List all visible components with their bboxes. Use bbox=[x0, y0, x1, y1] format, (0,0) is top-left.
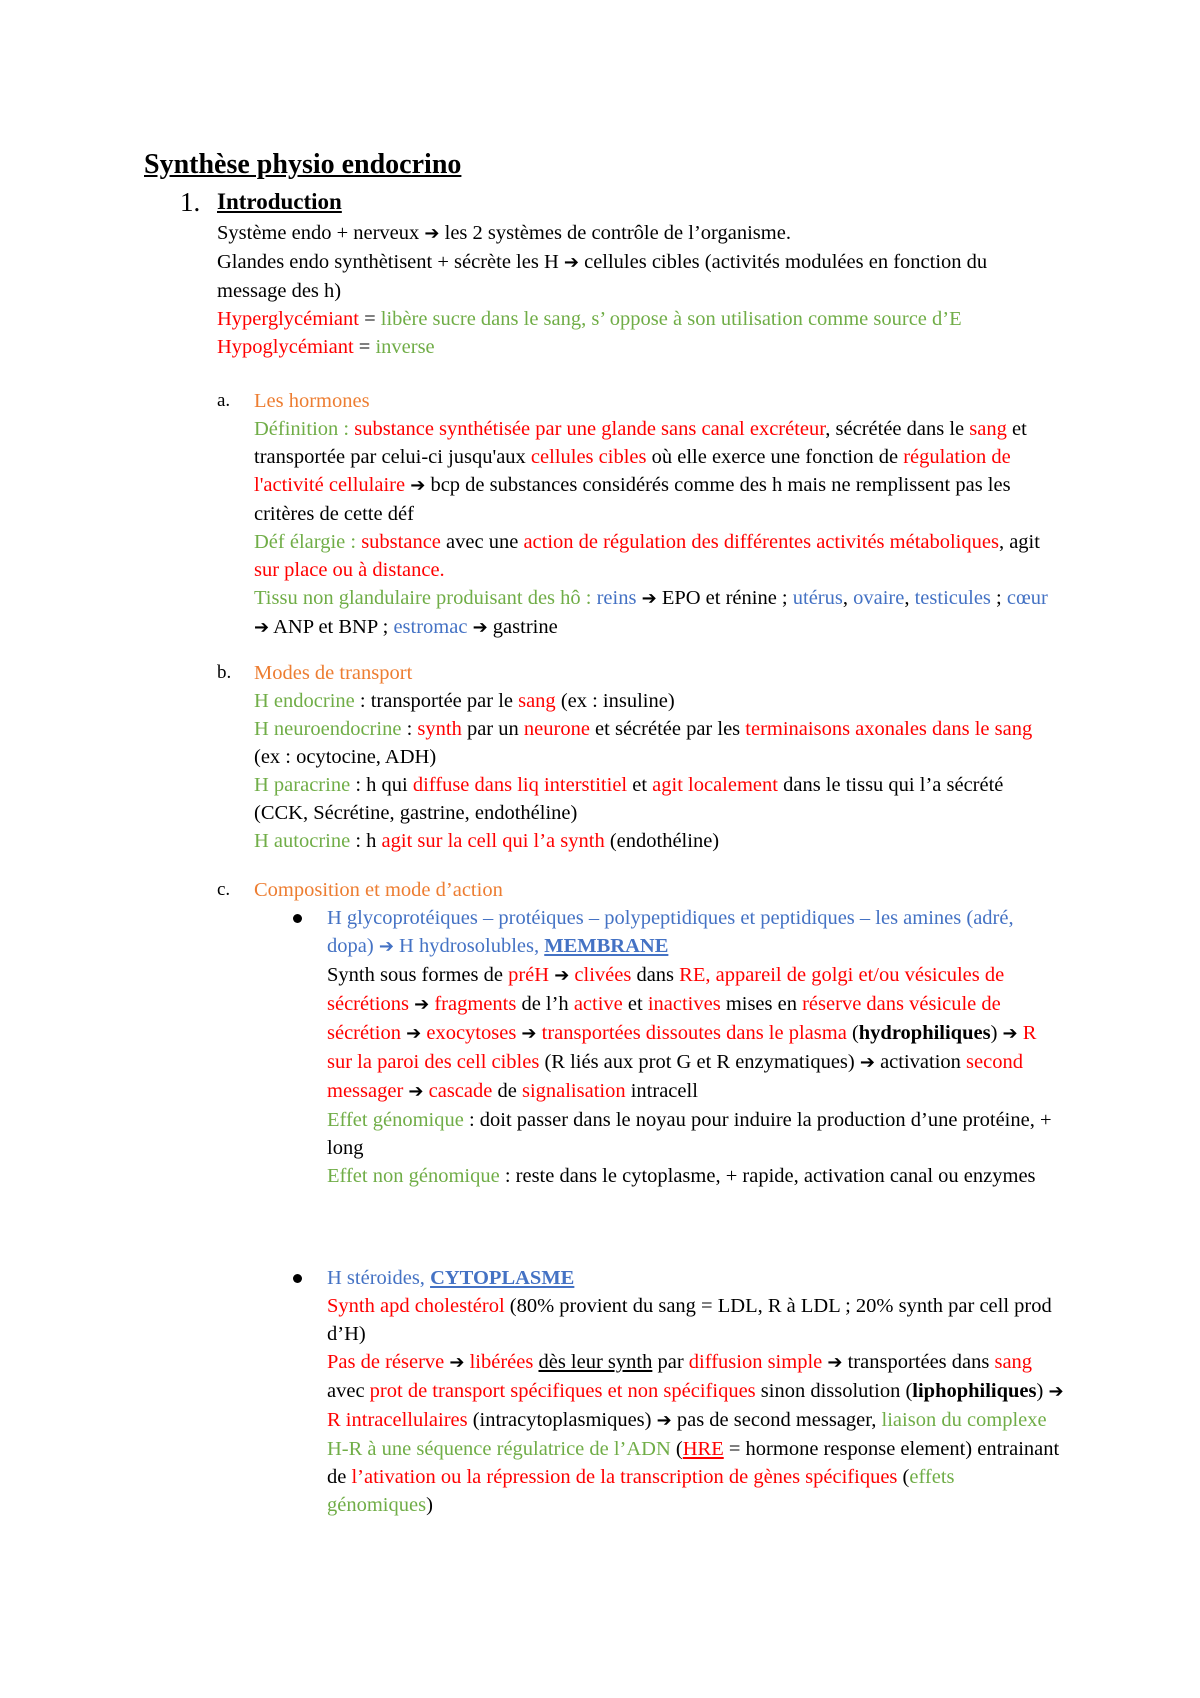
text-run: par un bbox=[461, 718, 524, 740]
text-run: H neuroendocrine bbox=[254, 718, 402, 740]
text-run: dans le tissu qui l’a sécrété (CCK, Sécrétine, gastrine, endothéline) bbox=[254, 774, 1004, 824]
text-run: gastrine bbox=[487, 616, 558, 638]
text-run: CYTOPLASME bbox=[430, 1267, 575, 1289]
text-paragraph bbox=[254, 715, 1057, 771]
arrow-icon: ➔ bbox=[1002, 1023, 1018, 1044]
text-paragraph bbox=[327, 1264, 1064, 1292]
arrow-icon: ➔ bbox=[827, 1352, 843, 1373]
arrow-icon: ➔ bbox=[378, 936, 394, 957]
text-paragraph bbox=[327, 1106, 1064, 1162]
text-run: cascade bbox=[428, 1080, 493, 1102]
text-run: cellules cibles (activités modulées en fonction du message des h) bbox=[217, 251, 988, 302]
arrow-icon: ➔ bbox=[254, 617, 270, 638]
text-run: et bbox=[622, 993, 648, 1015]
arrow-icon: ➔ bbox=[859, 1052, 875, 1073]
text-run: synth bbox=[417, 718, 462, 740]
text-run: RE, appareil de golgi et/ou vésicules de sécrétions bbox=[327, 964, 1005, 1015]
text-run: reins bbox=[596, 587, 637, 609]
text-run: transportées dans bbox=[842, 1351, 995, 1373]
text-run: ( bbox=[670, 1438, 683, 1460]
text-run: terminaisons axonales dans le sang bbox=[745, 718, 1033, 740]
text-paragraph bbox=[217, 305, 1057, 333]
arrow-icon: ➔ bbox=[414, 994, 430, 1015]
subsection-title: Les hormones bbox=[254, 390, 370, 412]
text-run: Système endo + nerveux bbox=[217, 222, 425, 244]
arrow-icon: ➔ bbox=[424, 223, 440, 244]
text-run: : bbox=[401, 718, 418, 740]
section-number: 1. bbox=[180, 187, 201, 217]
hormones-block bbox=[254, 415, 1057, 642]
text-run: Tissu non glandulaire produisant des hô : bbox=[254, 587, 597, 609]
text-run: dès leur synth bbox=[538, 1351, 653, 1373]
arrow-icon: ➔ bbox=[521, 1023, 537, 1044]
text-run: régulation de l'activité cellulaire bbox=[254, 446, 1011, 496]
text-run: H endocrine bbox=[254, 690, 355, 712]
text-run: hydrophiliques bbox=[858, 1022, 991, 1044]
text-run: sang bbox=[969, 418, 1007, 440]
text-run: neurone bbox=[523, 718, 590, 740]
text-run: ( bbox=[846, 1022, 859, 1044]
arrow-icon: ➔ bbox=[410, 475, 426, 496]
text-run: R sur la paroi des cell cibles bbox=[327, 1022, 1037, 1073]
arrow-icon: ➔ bbox=[408, 1081, 424, 1102]
text-run: sur place ou à distance. bbox=[254, 559, 445, 581]
text-run: , agit bbox=[998, 531, 1040, 553]
text-run: , bbox=[842, 587, 854, 609]
text-run: Effet génomique bbox=[327, 1109, 464, 1131]
text-run: liaison du complexe H-R à une séquence régulatrice de l’ADN bbox=[327, 1409, 1047, 1460]
arrow-icon: ➔ bbox=[656, 1410, 672, 1431]
text-run: , sécrétée dans le bbox=[825, 418, 970, 440]
text-run: et sécrétée par les bbox=[589, 718, 746, 740]
text-run: H hydrosolubles, bbox=[393, 935, 545, 957]
text-run: transportées dissoutes dans le plasma bbox=[541, 1022, 847, 1044]
text-run: réserve dans vésicule de sécrétion bbox=[327, 993, 1001, 1044]
arrow-icon: ➔ bbox=[554, 965, 570, 986]
text-run: (R liés aux prot G et R enzymatiques) bbox=[539, 1051, 860, 1073]
bullet-point bbox=[293, 914, 302, 923]
text-run: et transportée par celui-ci jusqu'aux bbox=[254, 418, 1027, 468]
text-run: ) bbox=[426, 1494, 433, 1516]
arrow-icon: ➔ bbox=[406, 1023, 422, 1044]
text-run: sang bbox=[994, 1351, 1033, 1373]
text-paragraph bbox=[327, 904, 1064, 961]
text-run: substance bbox=[361, 531, 441, 553]
intro-block bbox=[217, 219, 1057, 361]
text-run: diffusion simple bbox=[688, 1351, 823, 1373]
document-title: Synthèse physio endocrino bbox=[144, 149, 462, 180]
text-run: : h qui bbox=[350, 774, 413, 796]
subsection-letter: a. bbox=[217, 390, 231, 411]
text-run: = bbox=[358, 308, 381, 330]
text-run: Synth sous formes de bbox=[327, 964, 509, 986]
text-paragraph bbox=[254, 687, 1057, 715]
text-run: = bbox=[353, 336, 376, 358]
text-run: pas de second messager, bbox=[671, 1409, 882, 1431]
text-run: : transportée par le bbox=[354, 690, 519, 712]
text-paragraph bbox=[254, 771, 1057, 827]
arrow-icon: ➔ bbox=[472, 617, 488, 638]
text-run: ; bbox=[990, 587, 1007, 609]
text-run: exocytoses bbox=[426, 1022, 517, 1044]
text-run: , bbox=[904, 587, 915, 609]
text-paragraph bbox=[254, 415, 1057, 528]
text-run: avec une bbox=[440, 531, 524, 553]
text-run: et bbox=[627, 774, 653, 796]
text-run: ( bbox=[897, 1466, 910, 1488]
text-run: H autocrine bbox=[254, 830, 351, 852]
text-run: cellules cibles bbox=[530, 446, 647, 468]
text-run: Pas de réserve bbox=[327, 1351, 445, 1373]
text-run: testicules bbox=[914, 587, 991, 609]
text-run: H stéroides, bbox=[327, 1267, 431, 1289]
text-run: dans bbox=[631, 964, 680, 986]
text-run: second messager bbox=[327, 1051, 1023, 1102]
text-run: l’ativation ou la répression de la transcription de gènes spécifiques bbox=[351, 1466, 898, 1488]
text-paragraph bbox=[217, 248, 1057, 305]
text-run: cœur bbox=[1006, 587, 1048, 609]
bullet-point bbox=[293, 1274, 302, 1283]
arrow-icon: ➔ bbox=[449, 1352, 465, 1373]
text-run: R intracellulaires bbox=[327, 1409, 468, 1431]
text-run: H glycoprotéiques – protéiques – polypeptidiques et peptidiques – les amines (adré, dopa) bbox=[327, 907, 1014, 957]
text-run: liphophiliques bbox=[912, 1380, 1037, 1402]
text-run: sang bbox=[518, 690, 556, 712]
text-run: par bbox=[652, 1351, 689, 1373]
text-run: signalisation bbox=[521, 1080, 626, 1102]
text-paragraph bbox=[217, 219, 1057, 248]
text-run: (ex : insuline) bbox=[555, 690, 675, 712]
text-run: libérées bbox=[469, 1351, 534, 1373]
text-run: (ex : ocytocine, ADH) bbox=[254, 746, 437, 768]
text-run: action de régulation des différentes activités métaboliques bbox=[523, 531, 999, 553]
text-run: les 2 systèmes de contrôle de l’organisme. bbox=[439, 222, 791, 244]
text-run: ANP et BNP ; bbox=[269, 616, 394, 638]
text-paragraph bbox=[217, 333, 1057, 361]
text-run: bcp de substances considérés comme des h mais ne remplissent pas les critères de cette déf bbox=[254, 474, 1011, 525]
text-run: agit sur la cell qui l’a synth bbox=[381, 830, 605, 852]
text-paragraph bbox=[327, 1162, 1064, 1190]
text-run: Définition : bbox=[254, 418, 355, 440]
subsection-letter: c. bbox=[217, 879, 231, 900]
text-run: : h bbox=[350, 830, 382, 852]
text-run: : reste dans le cytoplasme, + rapide, activation canal ou enzymes bbox=[499, 1165, 1036, 1187]
arrow-icon: ➔ bbox=[641, 588, 657, 609]
text-run: ovaire bbox=[853, 587, 905, 609]
text-run: prot de transport spécifiques et non spécifiques bbox=[369, 1380, 756, 1402]
text-run: Effet non génomique bbox=[327, 1165, 500, 1187]
subsection-title: Composition et mode d’action bbox=[254, 879, 503, 901]
text-run: (intracytoplasmiques) bbox=[467, 1409, 657, 1431]
arrow-icon: ➔ bbox=[1048, 1381, 1064, 1402]
text-run: sinon dissolution ( bbox=[755, 1380, 913, 1402]
text-run: préH bbox=[508, 964, 550, 986]
text-run: activation bbox=[874, 1051, 967, 1073]
arrow-icon: ➔ bbox=[563, 252, 579, 273]
text-run: Glandes endo synthètisent + sécrète les H bbox=[217, 251, 564, 273]
subsection-letter: b. bbox=[217, 662, 232, 683]
transport-block bbox=[254, 687, 1057, 855]
text-run: de l’h bbox=[516, 993, 574, 1015]
text-run: inverse bbox=[375, 336, 435, 358]
text-run: MEMBRANE bbox=[544, 935, 669, 957]
section-title: Introduction bbox=[217, 189, 342, 214]
steroid-hormones-block bbox=[327, 1264, 1064, 1519]
text-run: (80% provient du sang = LDL, R à LDL ; 20% synth par cell prod d’H) bbox=[327, 1295, 1052, 1345]
text-paragraph bbox=[254, 584, 1057, 642]
text-run: active bbox=[573, 993, 623, 1015]
text-run: HRE bbox=[682, 1438, 724, 1460]
text-paragraph bbox=[327, 1348, 1064, 1519]
text-paragraph bbox=[327, 961, 1064, 1106]
text-run: ) bbox=[990, 1022, 1003, 1044]
text-run: intracell bbox=[625, 1080, 698, 1102]
text-run: clivées bbox=[574, 964, 632, 986]
text-run: de bbox=[492, 1080, 522, 1102]
text-run: agit localement bbox=[652, 774, 778, 796]
text-run: substance synthétisée par une glande sans canal excréteur bbox=[354, 418, 826, 440]
subsection-title: Modes de transport bbox=[254, 662, 413, 684]
text-run: utérus bbox=[792, 587, 843, 609]
peptide-hormones-block bbox=[327, 904, 1064, 1190]
text-run: EPO et rénine ; bbox=[656, 587, 793, 609]
text-paragraph bbox=[254, 827, 1057, 855]
text-run: = hormone response element) entrainant de bbox=[327, 1438, 1060, 1488]
text-run: mises en bbox=[720, 993, 803, 1015]
text-run: où elle exerce une fonction de bbox=[646, 446, 904, 468]
text-run: libère sucre dans le sang, s’ oppose à son utilisation comme source d’E bbox=[380, 308, 962, 330]
text-run: inactives bbox=[647, 993, 721, 1015]
text-run: ) bbox=[1036, 1380, 1049, 1402]
text-run: fragments bbox=[434, 993, 517, 1015]
text-run: H paracrine bbox=[254, 774, 351, 796]
text-run: Déf élargie : bbox=[254, 531, 362, 553]
text-run: Hyperglycémiant bbox=[217, 308, 359, 330]
text-run: avec bbox=[327, 1380, 370, 1402]
text-run: : doit passer dans le noyau pour induire la production d’une protéine, + long bbox=[327, 1109, 1052, 1159]
text-run: Synth apd cholestérol bbox=[327, 1295, 505, 1317]
text-run: diffuse dans liq interstitiel bbox=[412, 774, 628, 796]
text-paragraph bbox=[254, 528, 1057, 584]
text-run: (endothéline) bbox=[604, 830, 720, 852]
text-run: estromac bbox=[393, 616, 468, 638]
text-run: effets génomiques bbox=[327, 1466, 955, 1516]
text-run: Hypoglycémiant bbox=[217, 336, 354, 358]
text-paragraph bbox=[327, 1292, 1064, 1348]
